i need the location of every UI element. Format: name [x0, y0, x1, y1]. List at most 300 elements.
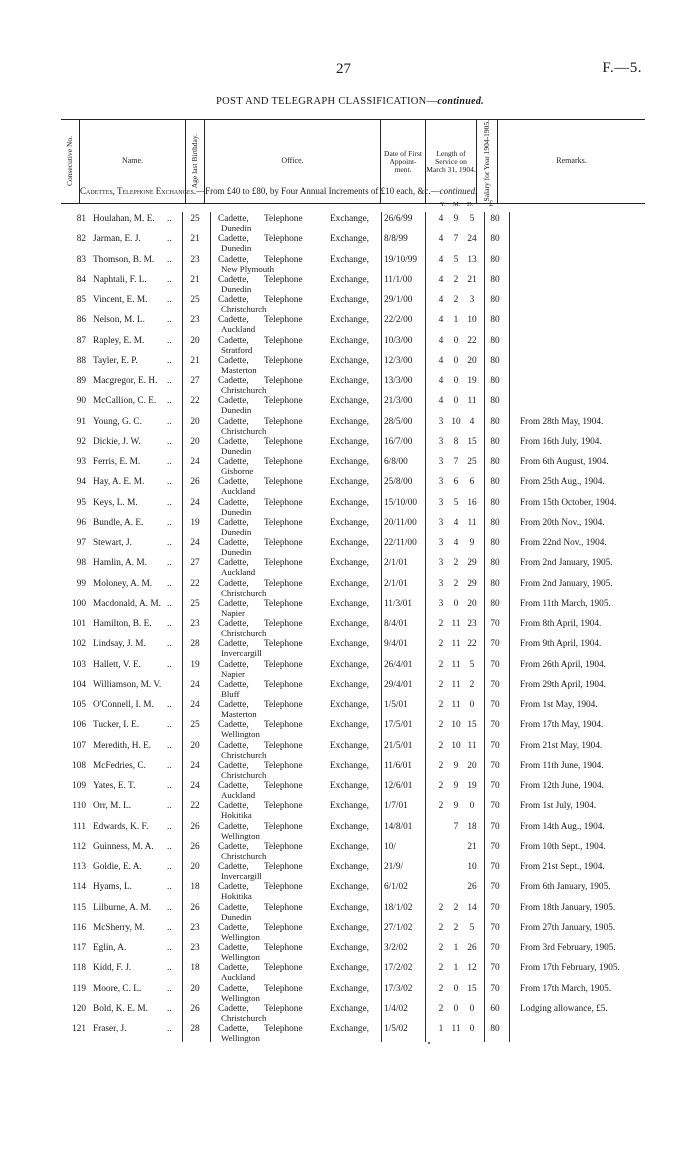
row-remarks: From 11th March, 1905. — [520, 598, 611, 609]
row-name: Hamilton, B. E. — [93, 619, 152, 629]
row-office-type: Exchange, — [330, 416, 369, 427]
row-office-role: Cadette, — [218, 841, 249, 852]
row-date: 17/5/01 — [384, 720, 413, 731]
row-name: Bold, K. E. M. — [93, 1003, 149, 1014]
row-years: 2 — [438, 619, 444, 629]
row-office-service: Telephone — [264, 1003, 303, 1014]
row-days: 4 — [469, 416, 475, 427]
row-months: 11 — [451, 639, 461, 650]
row-office-type: Exchange, — [330, 538, 369, 548]
row-months: 2 — [453, 922, 459, 933]
row-salary: 80 — [490, 295, 500, 305]
table-row — [0, 356, 700, 376]
row-months: 2 — [453, 902, 459, 913]
row-number: 92 — [76, 436, 86, 447]
row-office-service: Telephone — [264, 902, 303, 913]
section-heading — [80, 186, 650, 196]
row-age: 20 — [190, 983, 200, 994]
row-office-type: Exchange, — [330, 335, 369, 346]
row-office-type: Exchange, — [330, 477, 369, 488]
table-row — [0, 761, 700, 781]
table-row — [0, 801, 700, 821]
table-row — [0, 498, 700, 518]
row-office-service: Telephone — [264, 396, 303, 407]
row-office-role: Cadette, — [218, 598, 249, 609]
row-date: 22/11/00 — [384, 538, 417, 548]
row-office-role: Cadette, — [218, 781, 249, 791]
row-office-type: Exchange, — [330, 274, 369, 285]
row-office-role: Cadette, — [218, 376, 249, 386]
row-years: 3 — [438, 477, 444, 488]
table-row — [0, 437, 700, 457]
row-days: 5 — [469, 214, 475, 224]
row-years: 2 — [438, 902, 444, 913]
row-number: 103 — [72, 659, 86, 670]
row-office-type: Exchange, — [330, 700, 369, 710]
row-salary: 70 — [490, 760, 500, 771]
row-date: 9/4/01 — [384, 639, 408, 650]
row-office-location: Invercargill — [221, 648, 262, 659]
row-salary: 70 — [490, 841, 500, 852]
row-months: 2 — [453, 274, 459, 285]
row-months: 11 — [451, 700, 461, 710]
row-number: 109 — [72, 781, 86, 791]
row-days: 10 — [467, 315, 477, 326]
row-years: 2 — [438, 983, 444, 994]
row-date: 1/4/02 — [384, 1003, 408, 1014]
row-days: 26 — [467, 943, 477, 953]
header-office: Office. — [205, 120, 381, 204]
row-office-type: Exchange, — [330, 598, 369, 609]
row-office-service: Telephone — [264, 335, 303, 346]
row-office-type: Exchange, — [330, 295, 369, 305]
row-months: 0 — [453, 335, 459, 346]
row-date: 29/1/00 — [384, 295, 413, 305]
unit-months: M. — [453, 201, 461, 208]
row-name: Keys, L. M. — [93, 497, 138, 508]
row-leader-dots: .. — [167, 1024, 172, 1034]
row-leader-dots: .. — [167, 862, 172, 872]
row-name: Meredith, H. E. — [93, 740, 152, 751]
row-name: Guinness, M. A. — [93, 841, 154, 852]
row-number: 100 — [72, 598, 86, 609]
row-name: Moloney, A. M. — [93, 578, 153, 589]
table-row — [0, 234, 700, 254]
row-months: 8 — [453, 436, 459, 447]
row-days: 11 — [467, 517, 477, 528]
row-office-type: Exchange, — [330, 457, 369, 467]
row-salary: 80 — [490, 335, 500, 346]
row-number: 87 — [76, 335, 86, 346]
row-years: 4 — [438, 274, 444, 285]
row-name: Moore, C. L. — [93, 983, 142, 994]
row-office-location: Dunedin — [221, 405, 252, 416]
row-office-type: Exchange, — [330, 1003, 369, 1014]
row-years: 3 — [438, 598, 444, 609]
row-days: 15 — [467, 720, 477, 731]
row-office-service: Telephone — [264, 821, 303, 832]
row-office-role: Cadette, — [218, 1003, 249, 1014]
row-salary: 70 — [490, 801, 500, 812]
row-office-type: Exchange, — [330, 436, 369, 447]
row-number: 99 — [76, 578, 86, 589]
row-age: 22 — [190, 801, 200, 812]
row-number: 107 — [72, 740, 86, 751]
row-years: 3 — [438, 436, 444, 447]
row-years: 3 — [438, 497, 444, 508]
row-number: 101 — [72, 619, 86, 629]
row-age: 23 — [190, 922, 200, 933]
row-number: 89 — [76, 376, 86, 386]
row-office-service: Telephone — [264, 214, 303, 224]
row-number: 83 — [76, 254, 86, 265]
row-years: 2 — [438, 801, 444, 812]
row-number: 88 — [76, 355, 86, 366]
row-days: 0 — [469, 801, 475, 812]
row-age: 21 — [190, 355, 200, 366]
row-office-role: Cadette, — [218, 295, 249, 305]
row-office-type: Exchange, — [330, 983, 369, 994]
row-date: 1/5/01 — [384, 700, 408, 710]
row-years: 4 — [438, 376, 444, 386]
table-row — [0, 579, 700, 599]
row-office-type: Exchange, — [330, 254, 369, 265]
row-days: 5 — [469, 659, 475, 670]
row-office-role: Cadette, — [218, 578, 249, 589]
table-row — [0, 295, 700, 315]
row-office-location: Christchurch — [221, 587, 267, 598]
print-speck — [428, 1042, 430, 1044]
row-name: Tucker, I. E. — [93, 720, 140, 731]
row-salary: 70 — [490, 720, 500, 731]
row-months: 11 — [451, 659, 461, 670]
header-consecutive-no: Consecutive No. — [61, 120, 80, 204]
row-number: 94 — [76, 477, 86, 488]
row-salary: 80 — [490, 1024, 500, 1034]
row-salary: 70 — [490, 902, 500, 913]
row-age: 23 — [190, 315, 200, 326]
row-office-location: Dunedin — [221, 243, 252, 254]
row-date: 17/3/02 — [384, 983, 413, 994]
row-date: 15/10/00 — [384, 497, 418, 508]
row-age: 27 — [190, 558, 200, 569]
row-leader-dots: .. — [167, 700, 172, 710]
row-office-location: Masterton — [221, 364, 257, 375]
row-months: 1 — [453, 943, 459, 953]
row-leader-dots: .. — [167, 578, 172, 589]
row-number: 117 — [72, 943, 86, 953]
table-row — [0, 984, 700, 1004]
row-salary: 70 — [490, 882, 500, 893]
row-remarks: From 2nd January, 1905. — [520, 558, 613, 569]
row-years: 2 — [438, 1003, 444, 1014]
table-row — [0, 781, 700, 801]
row-leader-dots: .. — [167, 416, 172, 427]
page-title-suffix: continued. — [437, 96, 484, 107]
row-date: 8/8/99 — [384, 234, 408, 245]
row-leader-dots: .. — [167, 436, 172, 447]
row-date: 10/3/00 — [384, 335, 413, 346]
row-age: 24 — [190, 457, 200, 467]
row-remarks: From 6th August, 1904. — [520, 457, 609, 467]
row-leader-dots: .. — [167, 882, 172, 893]
row-leader-dots: .. — [167, 963, 172, 974]
row-months: 6 — [453, 477, 459, 488]
row-name: Ferris, E. M. — [93, 457, 141, 467]
row-office-role: Cadette, — [218, 720, 249, 731]
row-remarks: From 8th April, 1904. — [520, 619, 602, 629]
row-office-location: Dunedin — [221, 911, 252, 922]
table-row — [0, 1024, 700, 1044]
row-number: 112 — [72, 841, 86, 852]
row-leader-dots: .. — [167, 821, 172, 832]
row-salary: 80 — [490, 578, 500, 589]
page-title-main: POST AND TELEGRAPH CLASSIFICATION— — [216, 96, 438, 107]
row-office-location: Wellington — [221, 952, 260, 962]
row-age: 28 — [190, 1024, 200, 1034]
row-age: 24 — [190, 700, 200, 710]
row-years: 3 — [438, 538, 444, 548]
row-date: 21/5/01 — [384, 740, 413, 751]
row-months: 0 — [453, 376, 459, 386]
row-number: 116 — [72, 922, 86, 933]
row-age: 22 — [190, 578, 200, 589]
row-office-service: Telephone — [264, 295, 303, 305]
table-row — [0, 255, 700, 275]
row-years: 3 — [438, 457, 444, 467]
row-remarks: From 10th Sept., 1904. — [520, 841, 606, 852]
row-days: 0 — [469, 1024, 475, 1034]
row-office-type: Exchange, — [330, 902, 369, 913]
row-age: 25 — [190, 720, 200, 731]
row-office-location: New Plymouth — [221, 263, 275, 274]
row-months: 5 — [453, 254, 459, 265]
row-name: Lindsay, J. M. — [93, 639, 146, 650]
row-office-type: Exchange, — [330, 619, 369, 629]
row-date: 1/5/02 — [384, 1024, 408, 1034]
row-office-service: Telephone — [264, 416, 303, 427]
row-age: 26 — [190, 821, 200, 832]
row-salary: 80 — [490, 558, 500, 569]
row-months: 11 — [451, 679, 461, 690]
row-date: 25/8/00 — [384, 477, 413, 488]
row-age: 25 — [190, 598, 200, 609]
row-months: 9 — [453, 801, 459, 812]
row-salary: 70 — [490, 639, 500, 650]
row-months: 5 — [453, 497, 459, 508]
page-title — [0, 96, 700, 107]
table-row — [0, 619, 700, 639]
row-name: Bundle, A. E. — [93, 517, 144, 528]
row-office-location: Dunedin — [221, 445, 252, 456]
row-months: 1 — [453, 963, 459, 974]
paper-reference: F.—5. — [602, 60, 642, 76]
row-leader-dots: .. — [167, 457, 172, 467]
row-days: 13 — [467, 254, 477, 265]
row-office-service: Telephone — [264, 700, 303, 710]
row-days: 25 — [467, 457, 477, 467]
row-number: 114 — [72, 882, 86, 893]
row-office-type: Exchange, — [330, 679, 369, 690]
row-office-role: Cadette, — [218, 922, 249, 933]
row-leader-dots: .. — [167, 315, 172, 326]
row-office-type: Exchange, — [330, 740, 369, 751]
table-row — [0, 1004, 700, 1024]
row-office-location: Christchurch — [221, 769, 267, 780]
row-years: 2 — [438, 679, 444, 690]
row-months: 0 — [453, 355, 459, 366]
row-days: 22 — [467, 639, 477, 650]
row-office-role: Cadette, — [218, 355, 249, 366]
row-office-location: Dunedin — [221, 223, 252, 233]
row-months: 7 — [453, 234, 459, 245]
row-salary: 80 — [490, 538, 500, 548]
row-date: 12/3/00 — [384, 355, 413, 366]
row-salary: 70 — [490, 963, 500, 974]
table-row — [0, 457, 700, 477]
row-age: 24 — [190, 538, 200, 548]
row-leader-dots: .. — [167, 355, 172, 366]
row-days: 15 — [467, 436, 477, 447]
row-leader-dots: .. — [167, 274, 172, 285]
row-office-type: Exchange, — [330, 578, 369, 589]
row-salary: 70 — [490, 862, 500, 872]
row-days: 15 — [467, 983, 477, 994]
table-row — [0, 862, 700, 882]
row-years: 2 — [438, 781, 444, 791]
row-months: 0 — [453, 983, 459, 994]
row-office-location: Bluff — [221, 688, 240, 699]
row-months: 4 — [453, 517, 459, 528]
row-office-service: Telephone — [264, 659, 303, 670]
row-salary: 70 — [490, 781, 500, 791]
row-office-service: Telephone — [264, 457, 303, 467]
row-days: 21 — [467, 841, 477, 852]
row-office-role: Cadette, — [218, 943, 249, 953]
row-number: 105 — [72, 700, 86, 710]
row-days: 0 — [469, 1003, 475, 1014]
row-days: 9 — [469, 538, 475, 548]
row-age: 19 — [190, 517, 200, 528]
section-suffix: continued. — [439, 186, 478, 196]
header-date: Date of First Appoint- ment. — [381, 120, 426, 204]
row-leader-dots: .. — [167, 781, 172, 791]
row-office-service: Telephone — [264, 477, 303, 488]
row-age: 22 — [190, 396, 200, 407]
row-age: 23 — [190, 943, 200, 953]
row-office-service: Telephone — [264, 578, 303, 589]
row-years: 2 — [438, 963, 444, 974]
row-age: 23 — [190, 254, 200, 265]
header-age: Age last Birthday. — [186, 120, 205, 204]
table-row — [0, 639, 700, 659]
row-date: 17/2/02 — [384, 963, 413, 974]
row-name: Hamlin, A. M. — [93, 558, 147, 569]
row-name: Kidd, F. J. — [93, 963, 132, 974]
row-leader-dots: .. — [167, 922, 172, 933]
row-date: 8/4/01 — [384, 619, 408, 629]
row-remarks: From 20th Nov., 1904. — [520, 517, 605, 528]
row-office-service: Telephone — [264, 1024, 303, 1034]
row-age: 18 — [190, 882, 200, 893]
row-office-role: Cadette, — [218, 274, 249, 285]
row-office-service: Telephone — [264, 781, 303, 791]
row-name: Naphtali, F. L. — [93, 274, 147, 285]
row-months: 2 — [453, 578, 459, 589]
row-years: 4 — [438, 254, 444, 265]
row-date: 11/3/01 — [384, 598, 413, 609]
row-number: 102 — [72, 639, 86, 650]
row-leader-dots: .. — [167, 659, 172, 670]
row-office-service: Telephone — [264, 862, 303, 872]
row-leader-dots: .. — [167, 558, 172, 569]
row-office-type: Exchange, — [330, 720, 369, 731]
row-remarks: From 18th January, 1905. — [520, 902, 616, 913]
row-office-type: Exchange, — [330, 882, 369, 893]
row-leader-dots: .. — [167, 720, 172, 731]
row-date: 2/1/01 — [384, 558, 408, 569]
unit-years: Y. — [440, 201, 446, 208]
row-months: 0 — [453, 1003, 459, 1014]
row-date: 21/9/ — [384, 862, 404, 872]
row-months: 7 — [453, 821, 459, 832]
row-date: 2/1/01 — [384, 578, 408, 589]
row-number: 81 — [76, 214, 86, 224]
row-months: 4 — [453, 538, 459, 548]
row-office-location: Wellington — [221, 729, 260, 740]
row-age: 19 — [190, 659, 200, 670]
row-office-service: Telephone — [264, 740, 303, 751]
row-days: 20 — [467, 760, 477, 771]
row-office-service: Telephone — [264, 436, 303, 447]
row-date: 13/3/00 — [384, 376, 413, 386]
row-office-type: Exchange, — [330, 1024, 369, 1034]
row-number: 93 — [76, 457, 86, 467]
row-salary: 80 — [490, 214, 500, 224]
row-years: 2 — [438, 943, 444, 953]
row-office-type: Exchange, — [330, 801, 369, 812]
row-number: 85 — [76, 295, 86, 305]
row-office-location: Gisborne — [221, 466, 254, 476]
row-office-type: Exchange, — [330, 497, 369, 508]
row-date: 19/10/99 — [384, 254, 418, 265]
row-date: 21/3/00 — [384, 396, 413, 407]
row-leader-dots: .. — [167, 902, 172, 913]
row-leader-dots: .. — [167, 295, 172, 305]
row-days: 22 — [467, 335, 477, 346]
row-name: McSherry, M. — [93, 922, 145, 933]
row-office-location: Dunedin — [221, 526, 252, 537]
row-salary: 80 — [490, 355, 500, 366]
section-text: —From £40 to £80, by Four Annual Increments of £10 each, &c.— — [196, 186, 440, 196]
row-office-location: Wellington — [221, 931, 260, 942]
row-office-type: Exchange, — [330, 355, 369, 366]
row-name: McFedries, C. — [93, 760, 146, 771]
row-office-role: Cadette, — [218, 497, 249, 508]
row-office-role: Cadette, — [218, 700, 249, 710]
row-days: 18 — [467, 821, 477, 832]
row-remarks: From 17th May, 1904. — [520, 720, 604, 731]
row-days: 6 — [469, 477, 475, 488]
row-office-role: Cadette, — [218, 335, 249, 346]
row-days: 24 — [467, 234, 477, 245]
row-number: 96 — [76, 517, 86, 528]
row-date: 18/1/02 — [384, 902, 413, 913]
row-days: 14 — [467, 902, 477, 913]
row-name: Lilburne, A. M. — [93, 902, 152, 913]
row-office-role: Cadette, — [218, 740, 249, 751]
row-office-location: Wellington — [221, 830, 260, 841]
